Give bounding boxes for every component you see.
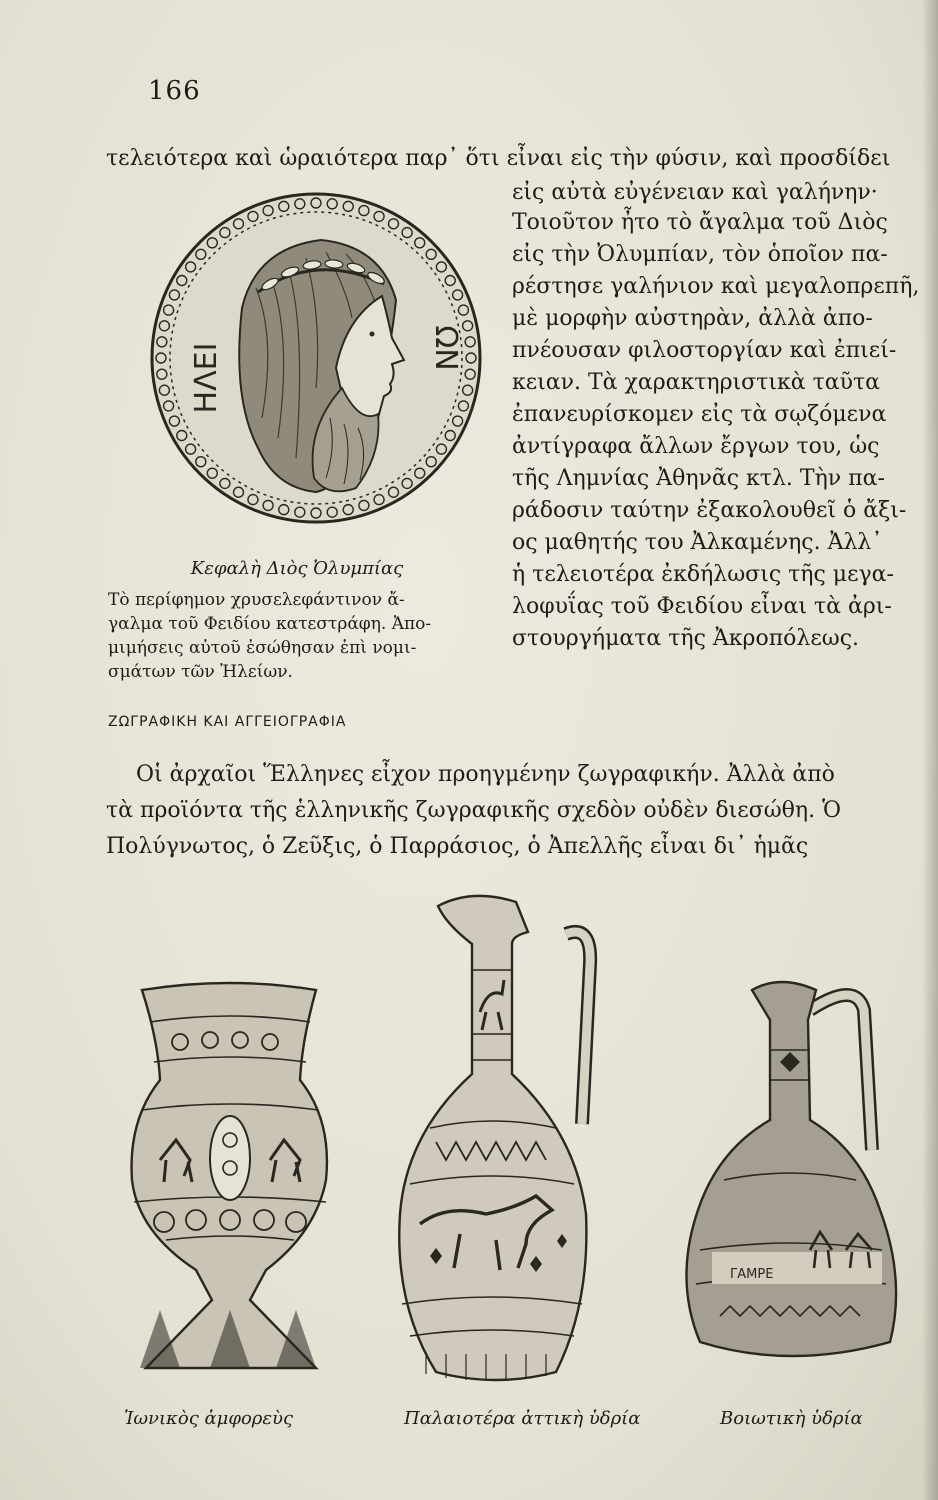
paragraph-line-1: Οἱ ἀρχαῖοι Ἕλληνες εἶχον προηγμένην ζωγραφικήν. Ἀλλὰ ἀπὸ bbox=[136, 762, 835, 787]
text-line-4: εἰς τὴν Ὀλυμπίαν, τὸν ὁποῖον πα- bbox=[512, 242, 888, 267]
text-line-6: μὲ μορφὴν αὐστηρὰν, ἀλλὰ ἀπο- bbox=[512, 306, 873, 331]
text-line-10: ἀντίγραφα ἄλλων ἔργων του, ὡς bbox=[512, 434, 880, 459]
coin-legend-right: ΩΝ bbox=[428, 325, 463, 371]
coin-caption-line: σμάτων τῶν Ἠλείων. bbox=[108, 662, 293, 682]
text-line-5: ρέστησε γαλήνιον καὶ μεγαλοπρεπῆ, bbox=[512, 274, 920, 299]
caption-boeotian-hydria: Βοιωτικὴ ὑδρία bbox=[720, 1408, 863, 1429]
paragraph-line-2: τὰ προϊόντα τῆς ἑλληνικῆς ζωγραφικῆς σχεδὸν οὐδὲν διεσώθη. Ὁ bbox=[106, 798, 841, 823]
text-line-14: ἡ τελειοτέρα ἐκδήλωσις τῆς μεγα- bbox=[512, 562, 894, 587]
coin-caption-title: Κεφαλὴ Διὸς Ὀλυμπίας bbox=[190, 558, 404, 579]
vase-inscription: ΓΑΜΡΕ bbox=[730, 1267, 774, 1282]
section-heading: ΖΩΓΡΑΦΙΚΗ ΚΑΙ ΑΓΓΕΙΟΓΡΑΦΙΑ bbox=[108, 714, 347, 730]
page-edge-shadow bbox=[922, 0, 938, 1500]
text-line-13: ος μαθητής του Ἀλκαμένης. Ἀλλ᾽ bbox=[512, 530, 883, 555]
coin-caption-line: μιμήσεις αὐτοῦ ἐσώθησαν ἐπὶ νομι- bbox=[108, 638, 417, 658]
coin-caption bbox=[108, 588, 486, 684]
text-line-11: τῆς Λημνίας Ἀθηνᾶς κτλ. Τὴν πα- bbox=[512, 466, 885, 491]
text-line-2: εἰς αὐτὰ εὐγένειαν καὶ γαλήνην· bbox=[512, 180, 878, 205]
coin-illustration bbox=[146, 188, 486, 528]
text-line-7: πνέουσαν φιλοστοργίαν καὶ ἐπιεί- bbox=[512, 338, 897, 363]
caption-ionic-amphora: Ἰωνικὸς ἀμφορεὺς bbox=[124, 1408, 294, 1429]
text-line-15: λοφυΐας τοῦ Φειδίου εἶναι τὰ ἀρι- bbox=[512, 594, 892, 619]
text-line-16: στουργήματα τῆς Ἀκροπόλεως. bbox=[512, 626, 860, 651]
text-line-3: Τοιοῦτον ἦτο τὸ ἄγαλμα τοῦ Διὸς bbox=[512, 210, 888, 235]
coin-caption-line: γαλμα τοῦ Φειδίου κατεστράφη. Ἀπο- bbox=[108, 614, 432, 634]
coin-legend-left: ΗΛΕΙ bbox=[189, 342, 224, 414]
attic-hydria-illustration bbox=[376, 884, 616, 1394]
text-line-8: κειαν. Τὰ χαρακτηριστικὰ ταῦτα bbox=[512, 370, 880, 395]
coin-caption-line: Τὸ περίφημον χρυσελεφάντινον ἄ- bbox=[108, 590, 405, 610]
text-line-1: τελειότερα καὶ ὡραιότερα παρ᾽ ὅτι εἶναι εἰς τὴν φύσιν, καὶ προσδίδει bbox=[106, 146, 891, 171]
text-line-12: ράδοσιν ταύτην ἐξακολουθεῖ ὁ ἄξι- bbox=[512, 498, 907, 523]
paragraph-line-3: Πολύγνωτος, ὁ Ζεῦξις, ὁ Παρράσιος, ὁ Ἀπελλῆς εἶναι δι᾽ ἡμᾶς bbox=[106, 834, 809, 859]
caption-attic-hydria: Παλαιοτέρα ἀττικὴ ὑδρία bbox=[404, 1408, 641, 1429]
boeotian-hydria-illustration bbox=[660, 950, 920, 1390]
text-line-9: ἐπανευρίσκομεν εἰς τὰ σῳζόμενα bbox=[512, 402, 887, 427]
ionic-amphora-illustration bbox=[120, 970, 340, 1380]
page-number: 166 bbox=[148, 76, 201, 106]
